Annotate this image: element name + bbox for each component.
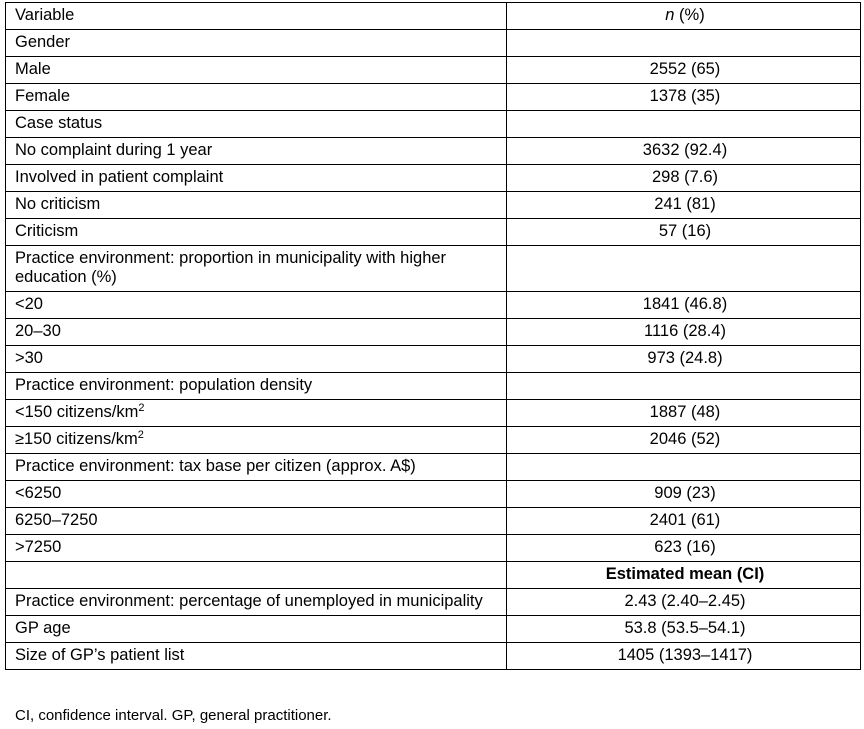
row-label	[6, 346, 507, 373]
row-label	[6, 400, 507, 427]
table-footnote: CI, confidence interval. GP, general practitioner.	[15, 707, 332, 724]
row-value: 53.8 (53.5–54.1)	[507, 616, 861, 643]
table-row	[6, 481, 861, 508]
table-row	[6, 616, 861, 643]
row-label-text: Involved in patient complaint	[15, 168, 224, 186]
row-label-text: >30	[15, 349, 43, 367]
header-n: n	[665, 6, 675, 24]
row-value: 973 (24.8)	[507, 346, 861, 373]
table-row	[6, 373, 861, 400]
row-label	[6, 192, 507, 219]
row-value: 1841 (46.8)	[507, 292, 861, 319]
row-label	[6, 30, 507, 57]
row-label	[6, 535, 507, 562]
row-label	[6, 84, 507, 111]
header-variable: Variable	[6, 3, 507, 30]
row-label-text: Male	[15, 60, 51, 78]
table-row	[6, 84, 861, 111]
table-row	[6, 643, 861, 670]
row-label-text: 20–30	[15, 322, 61, 340]
row-value	[507, 30, 861, 57]
row-value: 3632 (92.4)	[507, 138, 861, 165]
row-label	[6, 111, 507, 138]
header-n-percent	[507, 3, 861, 30]
row-label	[6, 319, 507, 346]
row-value: 1405 (1393–1417)	[507, 643, 861, 670]
row-label-text: No criticism	[15, 195, 101, 213]
superscript: 2	[138, 402, 145, 414]
row-label	[6, 292, 507, 319]
table-row	[6, 111, 861, 138]
row-label	[6, 373, 507, 400]
row-label-text: <20	[15, 295, 43, 313]
row-label-text: Practice environment: population density	[15, 376, 313, 394]
row-label	[6, 562, 507, 589]
row-label	[6, 57, 507, 84]
row-label	[6, 246, 507, 292]
row-label-text: Criticism	[15, 222, 79, 240]
row-value: 909 (23)	[507, 481, 861, 508]
row-label-text: Female	[15, 87, 71, 105]
table-row	[6, 454, 861, 481]
row-value: 1887 (48)	[507, 400, 861, 427]
row-label	[6, 454, 507, 481]
row-value: 1116 (28.4)	[507, 319, 861, 346]
row-label	[6, 643, 507, 670]
table-row	[6, 400, 861, 427]
row-value: 623 (16)	[507, 535, 861, 562]
row-value: 2401 (61)	[507, 508, 861, 535]
table-row	[6, 346, 861, 373]
row-label	[6, 219, 507, 246]
table-row	[6, 292, 861, 319]
row-label-text: Practice environment: tax base per citizen (approx. A$)	[15, 457, 416, 475]
superscript: 2	[137, 429, 144, 441]
table-row	[6, 508, 861, 535]
table-row	[6, 30, 861, 57]
row-label-text: ≥150 citizens/km	[15, 430, 138, 448]
row-label-text: Size of GP’s patient list	[15, 646, 185, 664]
row-label	[6, 138, 507, 165]
table-row	[6, 219, 861, 246]
row-value	[507, 373, 861, 400]
row-value: 298 (7.6)	[507, 165, 861, 192]
row-value: 241 (81)	[507, 192, 861, 219]
row-value: 2.43 (2.40–2.45)	[507, 589, 861, 616]
table-row	[6, 427, 861, 454]
row-value: 1378 (35)	[507, 84, 861, 111]
row-label-text: Case status	[15, 114, 103, 132]
row-label-text: Gender	[15, 33, 71, 51]
table-row	[6, 192, 861, 219]
row-label-text: GP age	[15, 619, 71, 637]
row-label-text: 6250–7250	[15, 511, 98, 529]
row-label	[6, 481, 507, 508]
row-label-text: Practice environment: percentage of unemployed in municipality	[15, 592, 483, 610]
table-row	[6, 57, 861, 84]
row-value	[507, 246, 861, 292]
header-percent: (%)	[674, 6, 705, 24]
table-row	[6, 319, 861, 346]
row-value	[507, 111, 861, 138]
row-label-text: Practice environment: proportion in municipality with higher education (%)	[15, 249, 447, 286]
row-label-text: <150 citizens/km	[15, 403, 139, 421]
table-header-row	[6, 3, 861, 30]
row-label	[6, 616, 507, 643]
row-label	[6, 165, 507, 192]
row-value: 57 (16)	[507, 219, 861, 246]
table-row	[6, 138, 861, 165]
row-value	[507, 454, 861, 481]
table-subheader-row	[6, 562, 861, 589]
table-row	[6, 535, 861, 562]
row-label	[6, 508, 507, 535]
row-label-text: No complaint during 1 year	[15, 141, 213, 159]
row-label	[6, 589, 507, 616]
row-value: 2046 (52)	[507, 427, 861, 454]
table-body	[6, 30, 861, 670]
data-table	[5, 2, 861, 670]
row-label	[6, 427, 507, 454]
row-value: 2552 (65)	[507, 57, 861, 84]
subheader-estimated-mean: Estimated mean (CI)	[507, 562, 861, 589]
table-row	[6, 165, 861, 192]
row-label-text: >7250	[15, 538, 62, 556]
row-label-text: <6250	[15, 484, 62, 502]
table-row	[6, 246, 861, 292]
table-row	[6, 589, 861, 616]
